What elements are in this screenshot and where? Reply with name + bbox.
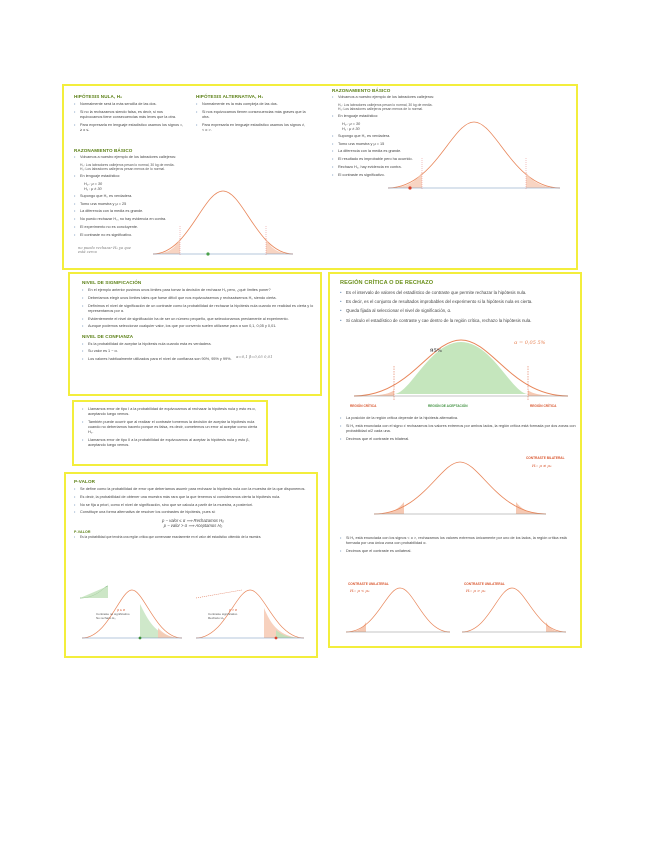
caption-line: p ≤ α	[117, 608, 125, 612]
caption-line: p > α	[229, 608, 237, 612]
null-hypothesis-title: HIPÓTESIS NULA, H₀	[74, 94, 123, 99]
list-item: • Es la probabilidad que tendría una región crítica que comenzase exactamente en el valor del estadístico obtenido de la muestra.	[74, 535, 312, 539]
list-item: • En lenguaje estadístico:	[74, 174, 186, 179]
list-item: • La diferencia con la media es grande.	[74, 209, 186, 214]
bilateral-label: CONTRASTE BILATERAL	[526, 456, 565, 460]
unilateral-left-chart	[342, 582, 454, 638]
list-item: • Si calculo el estadístico de contraste y cae dentro de la región crítica, rechazo la hipótesis nula.	[340, 318, 576, 324]
bilateral-eq: H₁: μ ≠ μ₀	[532, 463, 552, 468]
list-item: • Deberíamos elegir unos límites tales que fuese difícil que nos equivocásemos y rechazásemos H₀ siendo cierta.	[82, 296, 314, 301]
critical-region-section	[328, 272, 582, 648]
significance-section	[68, 272, 322, 396]
equation: H₁ : μ ≠ 30	[84, 186, 102, 191]
list-item: • Volvamos a nuestro ejemplo de los labradores callejeros:	[74, 155, 186, 160]
list-item: • Queda fijada al seleccionar el nivel de significación, α.	[340, 308, 576, 314]
critical-region-title: REGIÓN CRÍTICA O DE RECHAZO	[340, 280, 434, 286]
pct-95-label: 95%	[430, 348, 442, 354]
list-item: • Para expresarla en lenguaje estadístico usamos los signos =, ≥ o ≤.	[74, 123, 186, 133]
p-value-caption-left	[96, 608, 146, 620]
errors-section	[72, 400, 268, 466]
list-item: • Constituye una forma alternativa de resolver los contrastes de hipótesis, pues si:	[74, 510, 312, 515]
list-item: • Supongo que H₀ es verdadera.	[332, 134, 450, 139]
list-item: • La diferencia con la media es grande.	[332, 149, 450, 154]
region-right-label: REGIÓN CRÍTICA	[530, 404, 557, 408]
null-hypothesis-block	[74, 94, 186, 136]
unilateral-right-chart	[458, 582, 570, 638]
list-item: • Para expresarla en lenguaje estadístico usamos los signos ≠, < o >.	[196, 123, 308, 133]
alpha-note: α = 0,05 5%	[514, 340, 546, 346]
list-item: • Si no la rechazamos siendo falsa, es decir, si nos equivocamos tiene consecuencias más leves que la otra.	[74, 110, 186, 120]
region-mid-label: REGIÓN DE ACEPTACIÓN	[428, 404, 468, 408]
list-item: • En el ejemplo anterior pusimos unos límites para tomar la decisión de rechazar H₀ pero, ¿qué límites poner?	[82, 288, 314, 293]
list-item: • El contraste no es significativo.	[74, 233, 186, 238]
unilateral-right-label: CONTRASTE UNILATERAL	[464, 582, 505, 586]
list-item: • Es la probabilidad de aceptar la hipótesis nula cuando esta es verdadera.	[82, 342, 314, 347]
significance-title: NIVEL DE SIGNIFICACIÓN	[82, 280, 142, 285]
alt-hypothesis-title: HIPÓTESIS ALTERNATIVA, H₁	[196, 94, 264, 99]
confidence-title: NIVEL DE CONFIANZA	[82, 333, 134, 339]
equation: H₁ : μ ≠ 30	[342, 126, 360, 131]
list-item: • Llamamos error de tipo II a la probabilidad de equivocarnos al aceptar la hipótesis nula y esto β, aceptando luego vemos.	[82, 438, 262, 448]
sub-line: H₁: Los labradores callejeros pesan menos de lo normal.	[338, 107, 424, 112]
list-item: • El contraste es significativo.	[332, 173, 450, 178]
list-item: • Los valores habitualmente utilizados para el nivel de confianza son 90%, 95% y 99%.	[82, 357, 314, 362]
caption-line: Contraste significativo	[208, 612, 238, 616]
equation: p − valor > α ⟹ Aceptamos H₀	[163, 523, 223, 529]
sub-line: H₁: Los labradores callejeros pesan menos de lo normal.	[80, 167, 166, 172]
list-item: • El resultado es improbable pero ha ocurrido.	[332, 157, 450, 162]
list-item: • Normalmente es la más compleja de las dos.	[196, 102, 308, 107]
unilateral-left-eq: H₁: μ < μ₀	[350, 588, 370, 593]
list-item: • Evidentemente el nivel de significación ha de ser un número pequeño, que seleccionamos previamente al experimento.	[82, 317, 314, 322]
list-item: • Si H₁ está enunciada con el signo ≠ rechazamos los valores extremos por ambos lados, la región crítica está formada por dos zonas con probabilidad α/2 cada una.	[340, 424, 576, 434]
basic-reasoning-title: RAZONAMIENTO BÁSICO	[74, 148, 133, 153]
handwritten-note: no puedo rechazar H₀ ya que está cerca	[78, 246, 131, 254]
list-item: • Volvamos a nuestro ejemplo de los labradores callejeros:	[332, 95, 450, 100]
sub-line: H₀: Los labradores callejeros pesan lo normal, 30 kg de media.	[80, 162, 175, 167]
alt-hypothesis-block	[196, 94, 308, 136]
bell-curve-right	[384, 118, 564, 194]
list-item: • Definimos el nivel de significación de un contraste como la probabilidad de rechazar la hipótesis nula cuando en realidad es cierta y lo representamos por α.	[82, 304, 314, 314]
list-item: • Decimos que el contraste es bilateral.	[340, 437, 576, 442]
list-item: • Si nos equivocamos tienen consecuencias más graves que la otra.	[196, 110, 308, 120]
list-item: • En lenguaje estadístico:	[332, 114, 450, 119]
list-item: • Normalmente será la más sencilla de las dos.	[74, 102, 186, 107]
equation: p − valor ≤ α ⟹ Rechazamos H₀	[162, 518, 224, 524]
list-item: • Si H₁ está enunciada con los signos < o >, rechazamos los valores extremos únicamente por uno de los lados, la región crítica está formada por una única zona con probabilidad α.	[340, 536, 576, 546]
list-item: • Tomo una muestra y μ = 25	[74, 202, 186, 207]
list-item: • Su valor es 1 − α.	[82, 349, 314, 354]
p-value-title: P-VALOR	[74, 479, 96, 484]
caption-line: Rechazo H₀	[208, 616, 225, 620]
list-item: • Es decir, la probabilidad de obtener una muestra más rara que la que tenemos si consideramos cierta la hipótesis nula.	[74, 495, 312, 500]
list-item: • Es el intervalo de valores del estadístico de contraste que permite rechazar la hipótesis nula.	[340, 290, 576, 296]
p-value-section	[64, 472, 318, 658]
region-left-label: REGIÓN CRÍTICA	[350, 404, 377, 408]
list-item: • También puede ocurrir que al realizar el contraste tomemos la decisión de aceptar la hipótesis nula cuando no deberíamos hacerlo porque es falsa, es decir, cometemos un error al aceptar como cierta H₀.	[82, 420, 262, 436]
list-item: • Es decir, es el conjunto de resultados improbables del experimento si la hipótesis nula es cierta.	[340, 299, 576, 305]
bilateral-chart	[370, 458, 550, 520]
equation: H₀ : μ = 30	[342, 121, 361, 126]
list-item: • Tomo una muestra y μ = 15	[332, 142, 450, 147]
unilateral-right-eq: H₁: μ > μ₀	[466, 588, 486, 593]
basic-reasoning-right-title: RAZONAMIENTO BÁSICO	[332, 88, 391, 93]
sub-line: H₀: Los labradores callejeros pesan lo normal, 30 kg de media.	[338, 102, 433, 107]
p-value-caption-right	[208, 608, 258, 620]
equation: H₀ : μ = 30	[84, 181, 103, 186]
unilateral-left-label: CONTRASTE UNILATERAL	[348, 582, 389, 586]
bell-curve-left	[148, 186, 298, 266]
list-item: • Se define como la probabilidad de error que deberíamos asumir para rechazar la hipótesis nula con la muestra de la que disponemos.	[74, 487, 312, 492]
list-item: • No puedo rechazar H₀, no hay evidencia en contra.	[74, 217, 186, 222]
list-item: • No se fija a priori, como el nivel de significación, sino que se calcula a partir de la muestra, a posteriori.	[74, 503, 312, 508]
handwritten-note: α=0,1 β=0,05 0,01	[236, 354, 273, 359]
critical-region-chart	[350, 336, 572, 404]
list-item: • El experimento no es concluyente.	[74, 225, 186, 230]
list-item: • Llamamos error de tipo I a la probabilidad de equivocarnos al rechazar la hipótesis nula y esto es α, aceptando luego vemos.	[82, 407, 262, 417]
caption-line: Contraste no significativo	[96, 612, 130, 616]
caption-line: No rechazo H₀	[96, 616, 116, 620]
hypothesis-section	[62, 84, 578, 270]
list-item: • Supongo que H₀ es verdadera.	[74, 194, 186, 199]
p-value-subtitle: P-VALOR	[74, 530, 91, 535]
list-item: • Aunque podemos seleccionar cualquier valor, los que por convenio suelen utilizarse para α son 0,1, 0,05 y 0,01.	[82, 324, 314, 329]
list-item: • La posición de la región crítica depende de la hipótesis alternativa.	[340, 416, 576, 421]
list-item: • Decimos que el contraste es unilateral.	[340, 549, 576, 554]
list-item: • Rechazo H₀, hay evidencia en contra.	[332, 165, 450, 170]
